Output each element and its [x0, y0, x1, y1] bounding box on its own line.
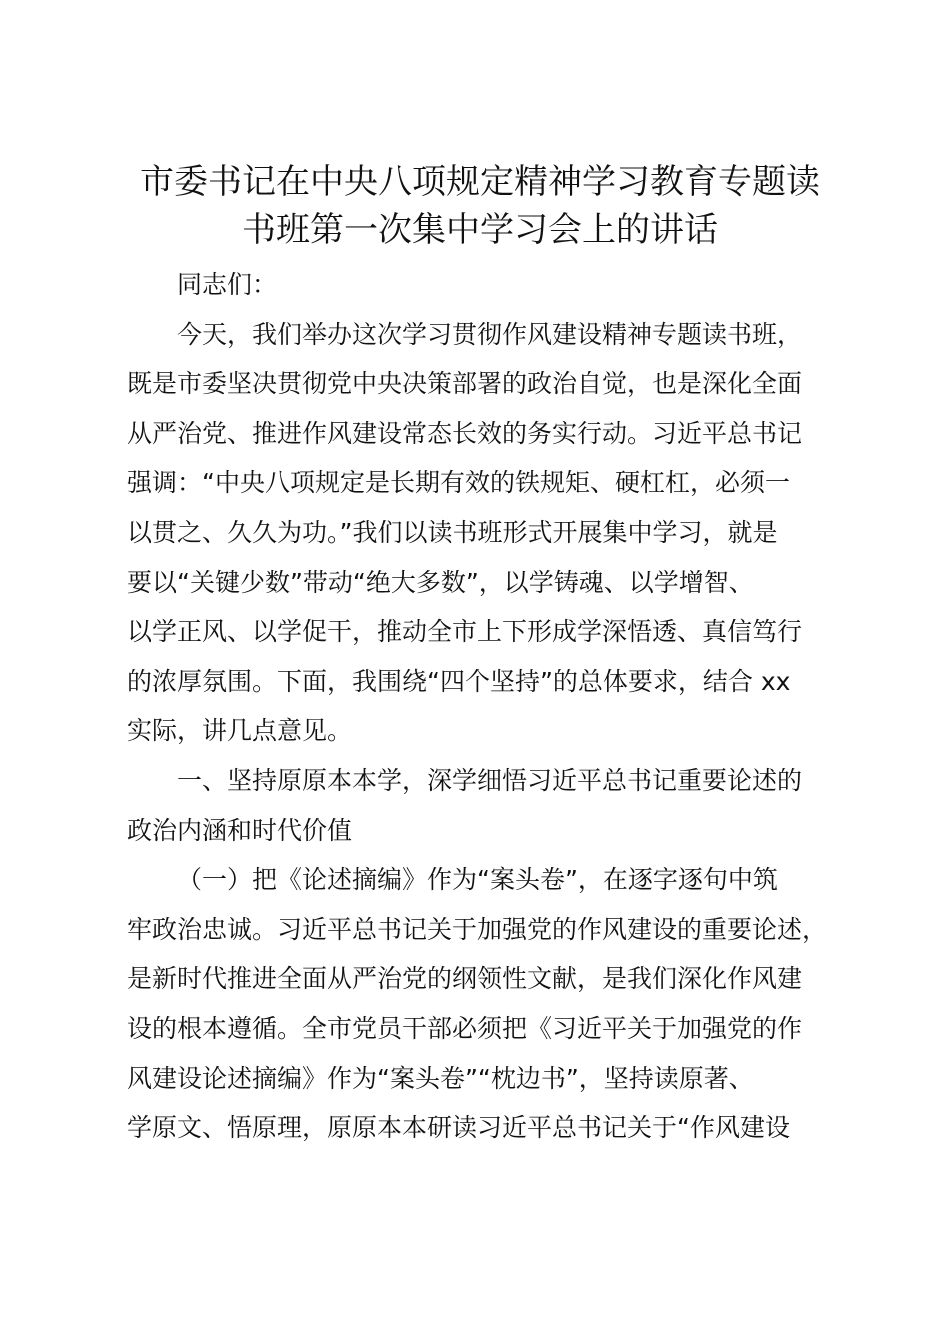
- salutation: 同志们：: [177, 270, 278, 299]
- paragraph-line: （一）把《论述摘编》作为“案头卷”，在逐字逐句中筑: [177, 865, 778, 895]
- document-title: [127, 158, 833, 254]
- section-heading-line: 一、坚持原原本本学，深学细悟习近平总书记重要论述的: [177, 765, 803, 795]
- paragraph-line: 学原文、悟原理，原原本本研读习近平总书记关于“作风建设: [127, 1113, 790, 1143]
- paragraph-line: 实际，讲几点意见。: [127, 716, 353, 746]
- paragraph-line: 牢政治忠诚。习近平总书记关于加强党的作风建设的重要论述，: [127, 914, 828, 944]
- title-line: 书班第一次集中学习会上的讲话: [242, 210, 718, 250]
- paragraph-line: 以学正风、以学促干，推动全市上下形成学深悟透、真信笃行: [127, 617, 803, 647]
- paragraph-line: 要以“关键少数”带动“绝大多数”，以学铸魂、以学增智、: [127, 567, 754, 597]
- paragraph-line: 今天，我们举办这次学习贯彻作风建设精神专题读书班，: [177, 319, 803, 349]
- title-line: 市委书记在中央八项规定精神学习教育专题读: [140, 162, 820, 202]
- paragraph-line: 既是市委坚决贯彻党中央决策部署的政治自觉，也是深化全面: [127, 369, 803, 399]
- paragraph-line: 以贯之、久久为功。”我们以读书班形式开展集中学习，就是: [127, 517, 778, 547]
- paragraph-line: 是新时代推进全面从严治党的纲领性文献，是我们深化作风建: [127, 964, 803, 994]
- paragraph-line: 从严治党、推进作风建设常态长效的务实行动。习近平总书记: [127, 418, 803, 448]
- paragraph-line: 设的根本遵循。全市党员干部必须把《习近平关于加强党的作: [127, 1013, 803, 1043]
- paragraph-line: 风建设论述摘编》作为“案头卷”“枕边书”，坚持读原著、: [127, 1063, 754, 1093]
- section-heading-line: 政治内涵和时代价值: [127, 815, 353, 845]
- paragraph-line: 的浓厚氛围。下面，我围绕“四个坚持”的总体要求，结合 xx: [127, 666, 791, 696]
- document-page: [127, 158, 833, 1153]
- paragraph-line: 强调：“中央八项规定是长期有效的铁规矩、硬杠杠，必须一: [127, 468, 790, 498]
- document-body: [127, 260, 833, 1153]
